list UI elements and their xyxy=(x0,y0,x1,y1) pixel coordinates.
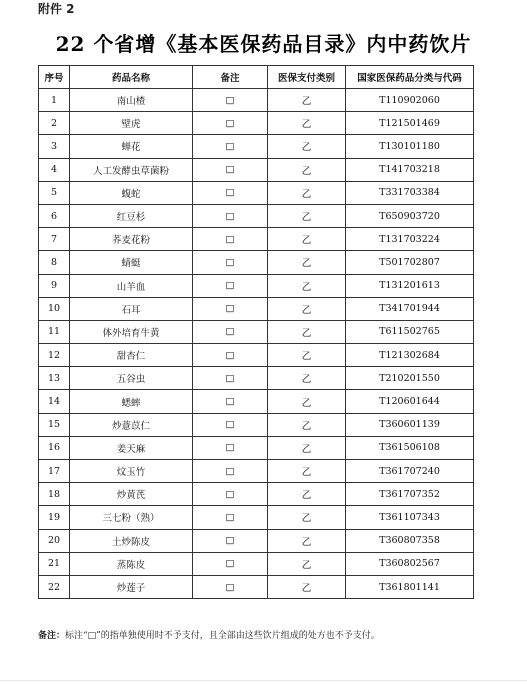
drug-name: 甜杏仁 xyxy=(70,344,193,367)
drug-code: T360802567 xyxy=(346,552,474,575)
drug-code: T120601644 xyxy=(346,390,474,413)
table-row xyxy=(39,367,474,390)
note-checkbox: □ xyxy=(193,204,268,227)
drug-code: T141703218 xyxy=(346,158,474,181)
drug-code: T210201550 xyxy=(346,367,474,390)
note-checkbox: □ xyxy=(193,158,268,181)
drug-code: T361801141 xyxy=(346,575,474,598)
table-header-row xyxy=(39,66,474,89)
table-row xyxy=(39,506,474,529)
note-checkbox: □ xyxy=(193,413,268,436)
table-row xyxy=(39,228,474,251)
payment-category: 乙 xyxy=(268,483,346,506)
table-row xyxy=(39,297,474,320)
table-row xyxy=(39,483,474,506)
drug-name: 红豆杉 xyxy=(70,204,193,227)
drug-name: 荞麦花粉 xyxy=(70,228,193,251)
payment-category: 乙 xyxy=(268,204,346,227)
drug-code: T121302684 xyxy=(346,344,474,367)
note-checkbox: □ xyxy=(193,390,268,413)
payment-category: 乙 xyxy=(268,436,346,459)
row-number: 4 xyxy=(39,158,70,181)
note-checkbox: □ xyxy=(193,135,268,158)
drug-code: T501702807 xyxy=(346,251,474,274)
drug-name: 土炒陈皮 xyxy=(70,529,193,552)
drug-code: T110902060 xyxy=(346,89,474,112)
drug-code: T360601139 xyxy=(346,413,474,436)
note-checkbox: □ xyxy=(193,297,268,320)
row-number: 16 xyxy=(39,436,70,459)
payment-category: 乙 xyxy=(268,251,346,274)
header-note: 备注 xyxy=(193,66,268,89)
row-number: 8 xyxy=(39,251,70,274)
table-row xyxy=(39,135,474,158)
table-row xyxy=(39,112,474,135)
drug-name: 蟋蟀 xyxy=(70,390,193,413)
drug-code: T130101180 xyxy=(346,135,474,158)
note-checkbox: □ xyxy=(193,274,268,297)
attachment-label: 附件 2 xyxy=(38,2,75,16)
row-number: 20 xyxy=(39,529,70,552)
row-number: 17 xyxy=(39,460,70,483)
table-row xyxy=(39,460,474,483)
drug-name: 炒薏苡仁 xyxy=(70,413,193,436)
note-checkbox: □ xyxy=(193,112,268,135)
drug-name: 石耳 xyxy=(70,297,193,320)
drug-name: 炆玉竹 xyxy=(70,460,193,483)
table-row xyxy=(39,575,474,598)
note-checkbox: □ xyxy=(193,506,268,529)
row-number: 18 xyxy=(39,483,70,506)
drug-name: 人工发酵虫草菌粉 xyxy=(70,158,193,181)
table-row xyxy=(39,390,474,413)
payment-category: 乙 xyxy=(268,413,346,436)
note-checkbox: □ xyxy=(193,320,268,343)
table-row xyxy=(39,552,474,575)
table-row xyxy=(39,344,474,367)
payment-category: 乙 xyxy=(268,158,346,181)
payment-category: 乙 xyxy=(268,135,346,158)
payment-category: 乙 xyxy=(268,367,346,390)
drug-code: T341701944 xyxy=(346,297,474,320)
drug-code: T131703224 xyxy=(346,228,474,251)
drug-name: 壁虎 xyxy=(70,112,193,135)
drug-name: 三七粉（熟） xyxy=(70,506,193,529)
drug-code: T611502765 xyxy=(346,320,474,343)
payment-category: 乙 xyxy=(268,390,346,413)
note-checkbox: □ xyxy=(193,181,268,204)
payment-category: 乙 xyxy=(268,344,346,367)
note-checkbox: □ xyxy=(193,344,268,367)
header-code: 国家医保药品分类与代码 xyxy=(346,66,474,89)
payment-category: 乙 xyxy=(268,89,346,112)
row-number: 13 xyxy=(39,367,70,390)
note-checkbox: □ xyxy=(193,367,268,390)
row-number: 5 xyxy=(39,181,70,204)
table-row xyxy=(39,251,474,274)
header-name: 药品名称 xyxy=(70,66,193,89)
drug-code: T361107343 xyxy=(346,506,474,529)
drug-code: T331703384 xyxy=(346,181,474,204)
drug-name: 炒莲子 xyxy=(70,575,193,598)
table-row xyxy=(39,158,474,181)
payment-category: 乙 xyxy=(268,460,346,483)
row-number: 1 xyxy=(39,89,70,112)
drug-code: T650903720 xyxy=(346,204,474,227)
payment-category: 乙 xyxy=(268,181,346,204)
row-number: 7 xyxy=(39,228,70,251)
table-row xyxy=(39,89,474,112)
table-row xyxy=(39,181,474,204)
drug-code: T361707352 xyxy=(346,483,474,506)
row-number: 3 xyxy=(39,135,70,158)
row-number: 10 xyxy=(39,297,70,320)
table-row xyxy=(39,529,474,552)
row-number: 11 xyxy=(39,320,70,343)
drug-code: T131201613 xyxy=(346,274,474,297)
note-checkbox: □ xyxy=(193,228,268,251)
drug-code: T121501469 xyxy=(346,112,474,135)
payment-category: 乙 xyxy=(268,274,346,297)
table-row xyxy=(39,436,474,459)
note-checkbox: □ xyxy=(193,251,268,274)
note-checkbox: □ xyxy=(193,89,268,112)
payment-category: 乙 xyxy=(268,297,346,320)
footnote xyxy=(38,628,380,641)
drug-name: 蝉花 xyxy=(70,135,193,158)
payment-category: 乙 xyxy=(268,575,346,598)
header-no: 序号 xyxy=(39,66,70,89)
footnote-label: 备注： xyxy=(38,631,66,641)
page-divider xyxy=(0,680,527,681)
note-checkbox: □ xyxy=(193,436,268,459)
footnote-text: 标注“□”的指单独使用时不予支付，且全部由这些饮片组成的处方也不予支付。 xyxy=(65,631,380,641)
row-number: 22 xyxy=(39,575,70,598)
payment-category: 乙 xyxy=(268,228,346,251)
drug-name: 炒黄芪 xyxy=(70,483,193,506)
row-number: 19 xyxy=(39,506,70,529)
table-row xyxy=(39,320,474,343)
payment-category: 乙 xyxy=(268,552,346,575)
document-title: 22 个省增《基本医保药品目录》内中药饮片 xyxy=(55,32,472,56)
drug-code: T361506108 xyxy=(346,436,474,459)
drug-name: 蝮蛇 xyxy=(70,181,193,204)
drug-code: T360807358 xyxy=(346,529,474,552)
table-body xyxy=(39,89,474,599)
drug-name: 蒸陈皮 xyxy=(70,552,193,575)
note-checkbox: □ xyxy=(193,529,268,552)
drug-name: 蜻蜓 xyxy=(70,251,193,274)
row-number: 2 xyxy=(39,112,70,135)
payment-category: 乙 xyxy=(268,112,346,135)
table-row xyxy=(39,413,474,436)
note-checkbox: □ xyxy=(193,575,268,598)
row-number: 6 xyxy=(39,204,70,227)
row-number: 14 xyxy=(39,390,70,413)
header-payment-category: 医保支付类别 xyxy=(268,66,346,89)
drug-name: 体外培育牛黄 xyxy=(70,320,193,343)
drug-code: T361707240 xyxy=(346,460,474,483)
drug-name: 姜天麻 xyxy=(70,436,193,459)
row-number: 9 xyxy=(39,274,70,297)
note-checkbox: □ xyxy=(193,483,268,506)
payment-category: 乙 xyxy=(268,529,346,552)
drug-name: 山羊血 xyxy=(70,274,193,297)
note-checkbox: □ xyxy=(193,552,268,575)
table-row xyxy=(39,274,474,297)
row-number: 21 xyxy=(39,552,70,575)
drug-table xyxy=(38,65,474,599)
row-number: 15 xyxy=(39,413,70,436)
drug-name: 五谷虫 xyxy=(70,367,193,390)
payment-category: 乙 xyxy=(268,506,346,529)
note-checkbox: □ xyxy=(193,460,268,483)
table-row xyxy=(39,204,474,227)
payment-category: 乙 xyxy=(268,320,346,343)
drug-name: 南山楂 xyxy=(70,89,193,112)
row-number: 12 xyxy=(39,344,70,367)
